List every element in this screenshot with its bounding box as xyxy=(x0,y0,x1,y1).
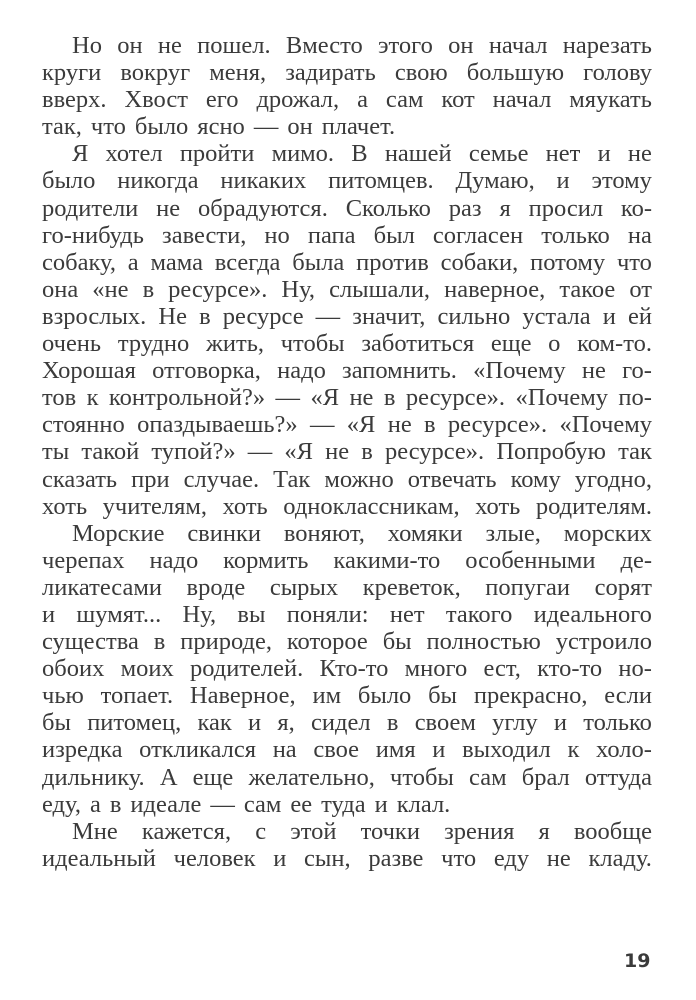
text-line xyxy=(42,222,652,249)
word: идеального xyxy=(533,600,652,628)
word: не xyxy=(546,844,571,872)
word: холо- xyxy=(596,736,652,764)
word: опаздываешь?» xyxy=(137,411,298,439)
word: кому xyxy=(510,465,561,493)
word: В xyxy=(351,140,368,168)
text-line xyxy=(42,493,652,520)
word: и xyxy=(374,790,388,818)
text-line xyxy=(42,709,652,736)
word: круги xyxy=(42,59,102,87)
word: не xyxy=(387,411,412,439)
word: собаки, xyxy=(440,248,519,276)
word: природе, xyxy=(180,628,272,656)
word: ее xyxy=(290,790,313,818)
word: изредка xyxy=(42,736,123,764)
text-line xyxy=(42,140,652,167)
word: воняют, xyxy=(283,519,365,547)
word: с xyxy=(255,817,267,845)
text-line xyxy=(42,86,652,113)
word: он xyxy=(448,32,474,59)
word: чтобы xyxy=(280,330,345,358)
word: угодно, xyxy=(574,465,652,493)
word: к xyxy=(86,384,99,412)
word: сам xyxy=(385,86,424,114)
word: к xyxy=(567,736,580,764)
word: пошел. xyxy=(197,32,271,59)
word: начал xyxy=(492,86,552,114)
word: она xyxy=(42,275,79,303)
word: так, xyxy=(42,113,82,141)
word: и xyxy=(597,140,611,168)
text-line xyxy=(42,438,652,465)
word: хомяки xyxy=(387,519,463,547)
word: топает. xyxy=(100,682,174,710)
word: было xyxy=(42,167,96,195)
word: Ну, xyxy=(281,275,316,303)
word: вверх. xyxy=(42,86,107,114)
book-page-text xyxy=(42,32,652,872)
word: на xyxy=(627,221,652,249)
word: я xyxy=(538,817,550,845)
word: еду, xyxy=(42,790,81,818)
word: зрения xyxy=(444,817,515,845)
word: я, xyxy=(277,709,295,737)
word: де- xyxy=(620,546,652,574)
text-line xyxy=(42,845,652,872)
word: — xyxy=(275,384,301,412)
word: еще xyxy=(192,763,234,791)
word: он xyxy=(287,113,313,141)
word: Сколько xyxy=(345,194,431,222)
word: можно xyxy=(324,465,394,493)
text-line xyxy=(42,303,652,330)
word: родителям. xyxy=(535,492,652,520)
word: еще xyxy=(490,330,532,358)
word: имя xyxy=(375,736,416,764)
word: такое xyxy=(559,275,616,303)
word: полностью xyxy=(426,628,541,656)
word: по- xyxy=(618,384,652,412)
word: ресурсе». xyxy=(447,411,548,439)
text-line xyxy=(42,249,652,276)
word: сидел xyxy=(311,709,371,737)
word: хотел xyxy=(105,140,163,168)
word: папа xyxy=(307,221,356,249)
word: «Почему xyxy=(515,384,608,412)
word: а xyxy=(89,790,101,818)
word: слышали, xyxy=(329,275,431,303)
word: туда xyxy=(321,790,366,818)
word: но xyxy=(264,221,290,249)
word: Я xyxy=(72,140,89,168)
word: очень xyxy=(42,330,102,358)
word: креветок, xyxy=(362,573,461,601)
word: была xyxy=(292,248,345,276)
word: и xyxy=(602,302,616,330)
word: нарезать xyxy=(562,32,652,59)
word: и xyxy=(42,600,56,628)
text-line xyxy=(42,574,652,601)
word: сын, xyxy=(304,844,351,872)
word: нашей xyxy=(384,140,452,168)
word: наверное, xyxy=(444,275,546,303)
word: бы xyxy=(382,628,412,656)
text-line xyxy=(42,682,652,709)
word: — xyxy=(315,302,341,330)
word: взрослых. xyxy=(42,302,147,330)
word: всегда xyxy=(214,248,281,276)
word: попугаи xyxy=(485,573,571,601)
word: Думаю, xyxy=(455,167,535,195)
word: задирать xyxy=(285,59,376,87)
word: углу xyxy=(492,709,538,737)
word: обоих xyxy=(42,655,105,683)
word: Кто-то xyxy=(319,655,389,683)
text-line xyxy=(42,59,652,86)
word: голову xyxy=(583,59,652,87)
word: дильнику. xyxy=(42,763,145,791)
word: как xyxy=(197,709,232,737)
word: в xyxy=(383,384,396,412)
word: что xyxy=(616,248,652,276)
word: жить, xyxy=(205,330,265,358)
word: брал xyxy=(521,763,570,791)
word: контрольной?» xyxy=(108,384,266,412)
word: и xyxy=(248,709,262,737)
word: его xyxy=(205,86,239,114)
text-line xyxy=(42,330,652,357)
word: много xyxy=(404,655,468,683)
word: «Почему xyxy=(473,357,566,385)
word: завести, xyxy=(162,221,247,249)
word: го- xyxy=(622,357,652,385)
word: выходил xyxy=(462,736,551,764)
word: черепах xyxy=(42,546,125,574)
word: этого xyxy=(378,32,433,59)
word: не xyxy=(325,438,350,466)
word: разве xyxy=(368,844,424,872)
word: откликался xyxy=(139,736,257,764)
text-line xyxy=(42,32,652,59)
word: бы xyxy=(428,682,458,710)
word: идеале xyxy=(130,790,202,818)
text-line xyxy=(42,384,652,411)
word: какими-то xyxy=(333,546,441,574)
word: только xyxy=(541,221,610,249)
word: Мне xyxy=(72,817,118,845)
word: был xyxy=(373,221,415,249)
word: этой xyxy=(290,817,337,845)
word: а xyxy=(127,248,139,276)
word: отговорка, xyxy=(152,357,261,385)
word: такой xyxy=(81,438,140,466)
text-line xyxy=(42,764,652,791)
word: просил xyxy=(528,194,604,222)
word: устала xyxy=(522,302,591,330)
word: трудно xyxy=(117,330,190,358)
word: питомцев. xyxy=(328,167,434,195)
text-line xyxy=(42,818,652,845)
word: хоть xyxy=(42,492,88,520)
word: ресурсе». xyxy=(405,384,506,412)
text-line xyxy=(42,628,652,655)
word: устроило xyxy=(555,628,652,656)
word: что xyxy=(90,113,126,141)
word: в xyxy=(424,411,436,439)
word: кот xyxy=(441,86,475,114)
word: плачет. xyxy=(321,113,396,141)
text-line xyxy=(42,276,652,303)
word: ресурсе xyxy=(222,302,304,330)
word: сильно xyxy=(437,302,511,330)
text-line xyxy=(42,357,652,384)
word: «не xyxy=(92,275,129,303)
word: о xyxy=(548,330,561,358)
word: ком-то. xyxy=(577,330,652,358)
word: Морские xyxy=(72,519,165,547)
word: человек xyxy=(173,844,256,872)
word: — xyxy=(247,438,273,466)
word: вроде xyxy=(186,573,246,601)
word: в xyxy=(153,628,166,656)
word: большую xyxy=(466,59,565,87)
word: Так xyxy=(273,465,311,493)
word: кажется, xyxy=(141,817,232,845)
word: не xyxy=(157,32,182,59)
word: Но xyxy=(72,32,102,59)
word: этому xyxy=(591,167,652,195)
word: еду xyxy=(493,844,530,872)
word: при xyxy=(131,465,170,493)
word: в xyxy=(109,790,122,818)
word: ликатесами xyxy=(42,573,162,601)
word: злые, xyxy=(485,519,541,547)
word: что xyxy=(441,844,477,872)
word: сам xyxy=(469,763,507,791)
word: им xyxy=(312,682,342,710)
word: морских xyxy=(563,519,652,547)
word: мама xyxy=(150,248,203,276)
word: в xyxy=(142,275,155,303)
word: ко- xyxy=(620,194,652,222)
word: Попробую xyxy=(496,438,606,466)
word: «Я xyxy=(310,384,340,412)
word: свинки xyxy=(187,519,261,547)
text-line xyxy=(42,655,652,682)
word: «Я xyxy=(284,438,313,466)
word: клал. xyxy=(396,790,451,818)
word: Наверное, xyxy=(189,682,296,710)
word: в xyxy=(199,302,211,330)
word: случае. xyxy=(183,465,260,493)
word: родителей. xyxy=(189,655,304,683)
word: ест, xyxy=(483,655,521,683)
word: свою xyxy=(394,59,448,87)
word: учителям, xyxy=(102,492,208,520)
word: бы xyxy=(42,709,71,737)
word: точки xyxy=(360,817,420,845)
page-number: 19 xyxy=(624,950,651,972)
text-line xyxy=(42,520,652,547)
word: чтобы xyxy=(390,763,454,791)
word: Хвост xyxy=(124,86,188,114)
word: но- xyxy=(618,655,652,683)
word: сам xyxy=(243,790,282,818)
word: кладу. xyxy=(588,844,652,872)
word: своем xyxy=(414,709,476,737)
word: в xyxy=(386,709,399,737)
word: пройти xyxy=(179,140,255,168)
word: нет xyxy=(545,140,581,168)
word: — xyxy=(210,790,235,818)
word: согласен xyxy=(432,221,524,249)
word: тупой?» xyxy=(151,438,236,466)
word: чью xyxy=(42,682,84,710)
word: запомнить. xyxy=(342,357,457,385)
word: кормить xyxy=(223,546,309,574)
word: меня, xyxy=(209,59,267,87)
word: мимо. xyxy=(271,140,335,168)
word: заботиться xyxy=(361,330,475,358)
word: если xyxy=(604,682,652,710)
word: и xyxy=(556,167,570,195)
word: потому xyxy=(530,248,606,276)
word: одноклассникам, xyxy=(283,492,460,520)
word: сорят xyxy=(594,573,652,601)
word: отвечать xyxy=(407,465,497,493)
word: и xyxy=(273,844,287,872)
word: не xyxy=(581,357,606,385)
word: так xyxy=(618,438,652,466)
word: идеальный xyxy=(42,844,156,872)
word: и xyxy=(432,736,446,764)
word: моих xyxy=(120,655,174,683)
word: шумят... xyxy=(76,600,162,628)
text-line xyxy=(42,791,652,818)
word: поняли: xyxy=(286,600,369,628)
word: обрадуются. xyxy=(198,194,328,222)
text-line xyxy=(42,411,652,438)
word: только xyxy=(583,709,652,737)
word: а xyxy=(357,86,368,114)
word: мяукать xyxy=(569,86,652,114)
word: надо xyxy=(149,546,199,574)
word: значит, xyxy=(352,302,426,330)
word: — xyxy=(309,411,335,439)
word: он xyxy=(117,32,143,59)
word: оттуда xyxy=(584,763,652,791)
word: было xyxy=(134,113,189,141)
word: не xyxy=(627,140,652,168)
word: — xyxy=(253,113,279,141)
text-line xyxy=(42,195,652,222)
word: в xyxy=(361,438,373,466)
word: «Почему xyxy=(559,411,652,439)
word: Хорошая xyxy=(42,357,136,385)
word: никогда xyxy=(117,167,199,195)
word: никаких xyxy=(220,167,307,195)
word: не xyxy=(156,194,181,222)
word: существа xyxy=(42,628,139,656)
word: ресурсе». xyxy=(168,275,268,303)
text-line xyxy=(42,736,652,763)
word: на xyxy=(272,736,297,764)
word: надо xyxy=(277,357,326,385)
word: собаку, xyxy=(42,248,116,276)
word: против xyxy=(356,248,429,276)
word: вокруг xyxy=(120,59,191,87)
word: не xyxy=(349,384,374,412)
word: ресурсе». xyxy=(384,438,485,466)
word: хоть xyxy=(475,492,521,520)
word: ты xyxy=(42,438,70,466)
word: вы xyxy=(237,600,266,628)
word: кто-то xyxy=(537,655,603,683)
text-line xyxy=(42,113,652,140)
word: семье xyxy=(468,140,529,168)
word: начал xyxy=(488,32,548,59)
word: от xyxy=(629,275,652,303)
word: Не xyxy=(158,302,187,330)
word: сказать xyxy=(42,465,118,493)
word: тов xyxy=(42,384,77,412)
text-line xyxy=(42,466,652,493)
word: питомец, xyxy=(87,709,182,737)
word: ясно xyxy=(197,113,245,141)
word: желательно, xyxy=(248,763,375,791)
text-line xyxy=(42,547,652,574)
word: родители xyxy=(42,194,139,222)
word: прекрасно, xyxy=(473,682,588,710)
word: было xyxy=(357,682,412,710)
word: такого xyxy=(445,600,513,628)
word: особенными xyxy=(465,546,596,574)
word: и xyxy=(553,709,568,737)
word: Вместо xyxy=(285,32,363,59)
word: «Я xyxy=(346,411,376,439)
word: раз xyxy=(448,194,482,222)
word: Ну, xyxy=(182,600,217,628)
text-line xyxy=(42,167,652,194)
word: ей xyxy=(627,302,652,330)
word: сырых xyxy=(269,573,339,601)
word: дрожал, xyxy=(256,86,340,114)
word: А xyxy=(159,763,178,791)
word: свое xyxy=(313,736,360,764)
word: хоть xyxy=(222,492,268,520)
word: которое xyxy=(286,628,368,656)
text-line xyxy=(42,601,652,628)
word: вообще xyxy=(573,817,652,845)
word: стоянно xyxy=(42,411,125,439)
word: нет xyxy=(389,600,425,628)
word: го-нибудь xyxy=(42,221,144,249)
word: я xyxy=(499,194,511,222)
